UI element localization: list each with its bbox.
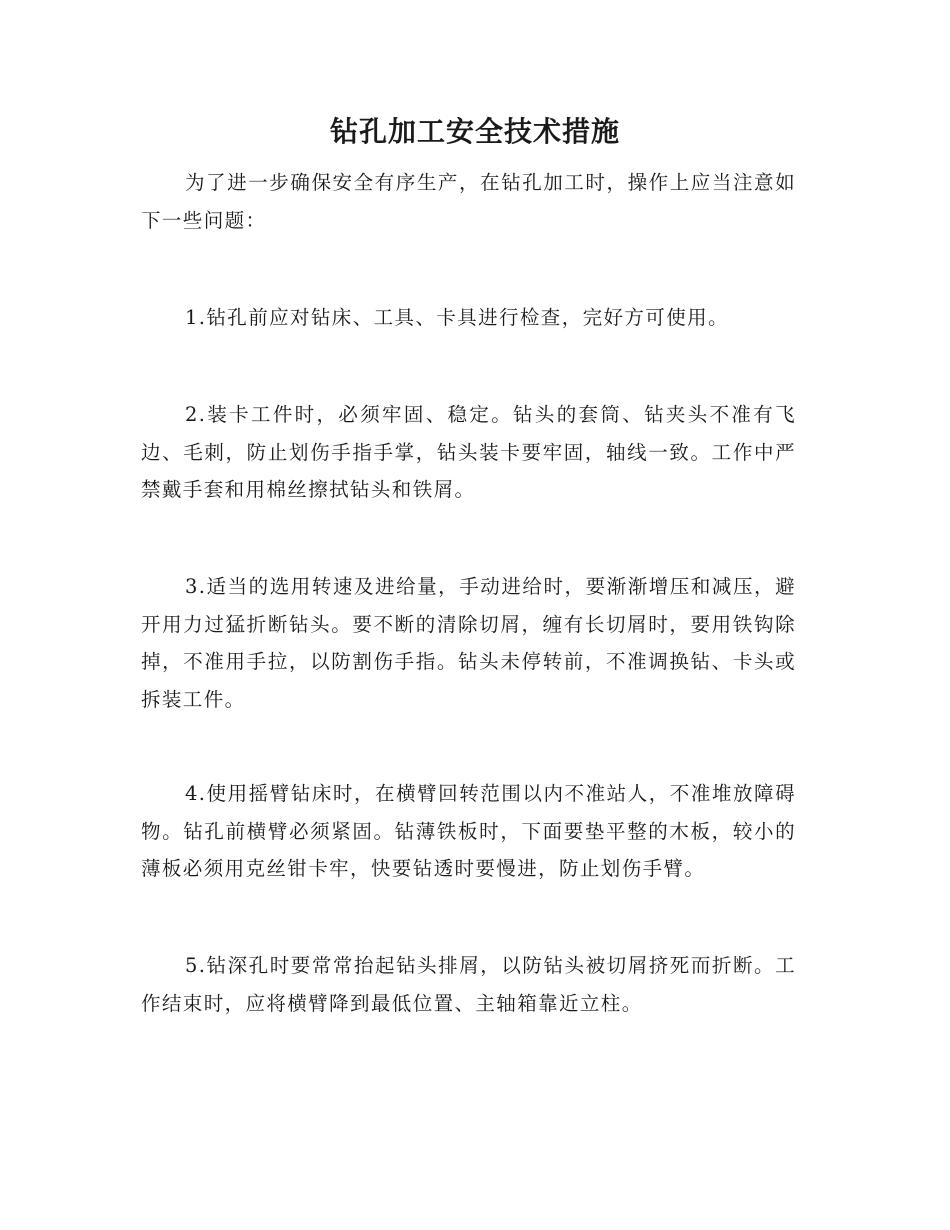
safety-item-4: 4.使用摇臂钻床时，在横臂回转范围以内不准站人，不准堆放障碍物。钻孔前横臂必须紧固。钻薄铁板时，下面要垫平整的木板，较小的薄板必须用克丝钳卡牢，快要钻透时要慢进，防止划伤手臂。 <box>141 782 796 880</box>
document-title: 钻孔加工安全技术措施 <box>329 115 620 148</box>
intro-paragraph: 为了进一步确保安全有序生产，在钻孔加工时，操作上应当注意如下一些问题： <box>141 171 796 232</box>
safety-item-1: 1.钻孔前应对钻床、工具、卡具进行检查，完好方可使用。 <box>185 306 729 329</box>
safety-item-3: 3.适当的选用转速及进给量，手动进给时，要渐渐增压和减压，避开用力过猛折断钻头。要不断的清除切屑，缠有长切屑时，要用铁钩除掉，不准用手拉，以防割伤手指。钻头未停转前，不准调换钻、卡头或拆装工件。 <box>141 575 796 711</box>
safety-item-2: 2.装卡工件时，必须牢固、稳定。钻头的套筒、钻夹头不准有飞边、毛刺，防止划伤手指手掌，钻头装卡要牢固，轴线一致。工作中严禁戴手套和用棉丝擦拭钻头和铁屑。 <box>141 403 796 501</box>
safety-item-5: 5.钻深孔时要常常抬起钻头排屑，以防钻头被切屑挤死而折断。工作结束时，应将横臂降到最低位置、主轴箱靠近立柱。 <box>141 954 796 1015</box>
